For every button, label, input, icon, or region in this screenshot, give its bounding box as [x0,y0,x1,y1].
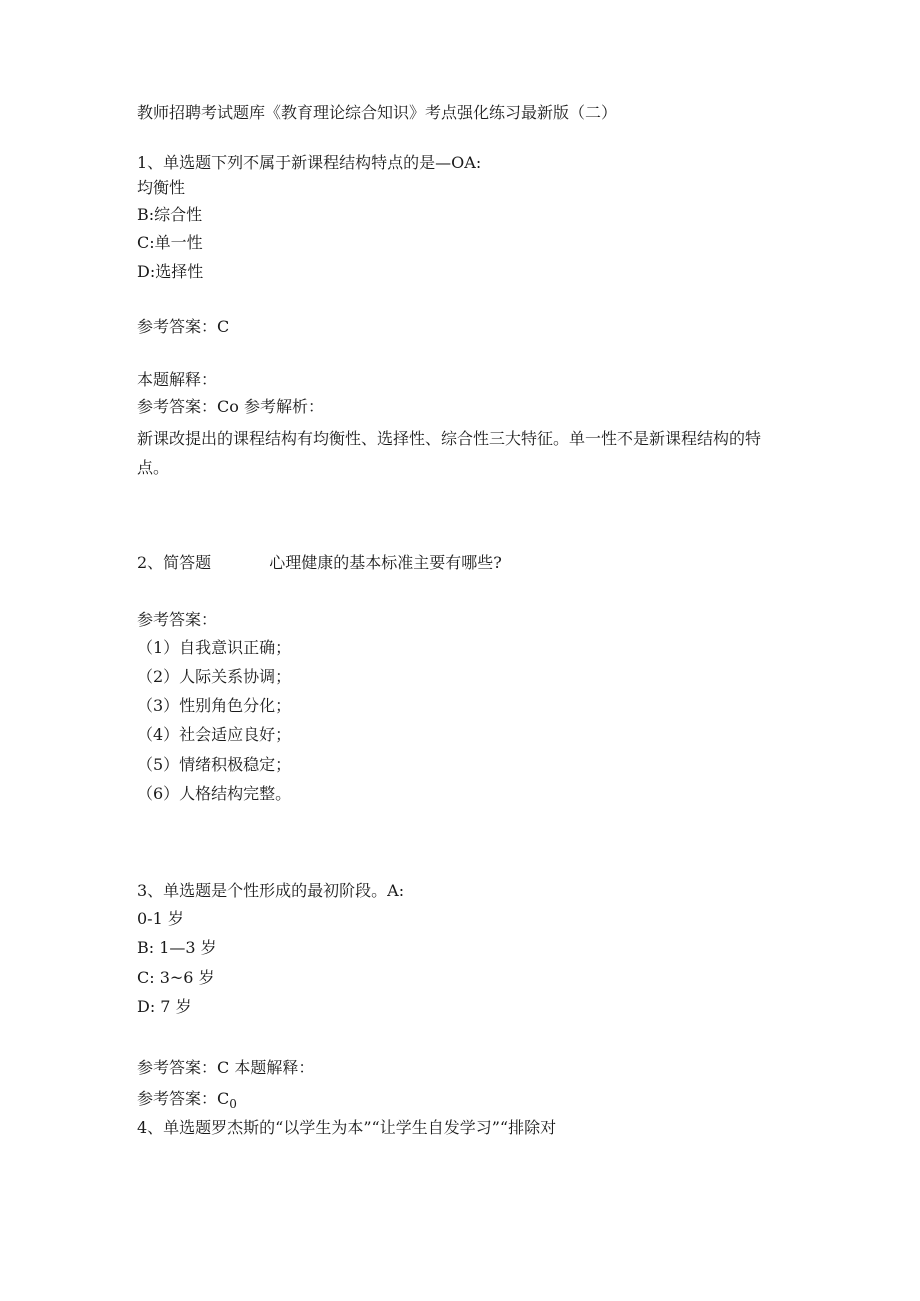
q3-option-d: D: 7 岁 [137,997,192,1016]
q2-number: 2、简答题 [137,553,212,572]
q1-analysis-label: 参考答案：Co 参考解析： [137,397,324,416]
q4-stem: 4、单选题罗杰斯的“以学生为本”“让学生自发学习”“排除对 [137,1118,557,1137]
q2-answer-label: 参考答案： [137,610,218,629]
q2-heading [137,553,502,573]
q3-answer-line-2 [137,1089,237,1114]
q2-point-3: （3）性别角色分化； [137,696,292,715]
q1-option-c: C:单一性 [137,233,203,252]
q2-point-6: （6）人格结构完整。 [137,784,292,803]
q1-analysis-text: 新课改提出的课程结构有均衡性、选择性、综合性三大特征。单一性不是新课程结构的特点。 [137,429,762,477]
q1-option-b: B:综合性 [137,205,203,224]
q2-point-5: （5）情绪积极稳定； [137,755,292,774]
q1-option-d: D:选择性 [137,262,204,281]
q2-point-2: （2）人际关系协调； [137,667,292,686]
q1-explain-label: 本题解释： [137,370,218,389]
q1-stem: 1、单选题下列不属于新课程结构特点的是—OA: [137,153,482,172]
q1-answer: 参考答案：C [137,317,230,336]
document-title: 教师招聘考试题库《教育理论综合知识》考点强化练习最新版（二） [137,103,618,122]
q3-option-a: 0-1 岁 [137,909,184,928]
q2-point-4: （4）社会适应良好； [137,725,292,744]
q1-option-a: 均衡性 [137,178,186,197]
q2-point-1: （1）自我意识正确； [137,638,292,657]
q3-answer2-prefix: 参考答案：C [137,1089,230,1108]
q3-answer-line: 参考答案：C 本题解释： [137,1058,315,1077]
q2-stem: 心理健康的基本标准主要有哪些? [269,553,502,572]
q3-stem: 3、单选题是个性形成的最初阶段。A: [137,881,405,900]
q3-option-c: C: 3~6 岁 [137,968,215,987]
q3-answer2-sub: 0 [229,1097,237,1112]
q3-option-b: B: 1—3 岁 [137,938,217,957]
